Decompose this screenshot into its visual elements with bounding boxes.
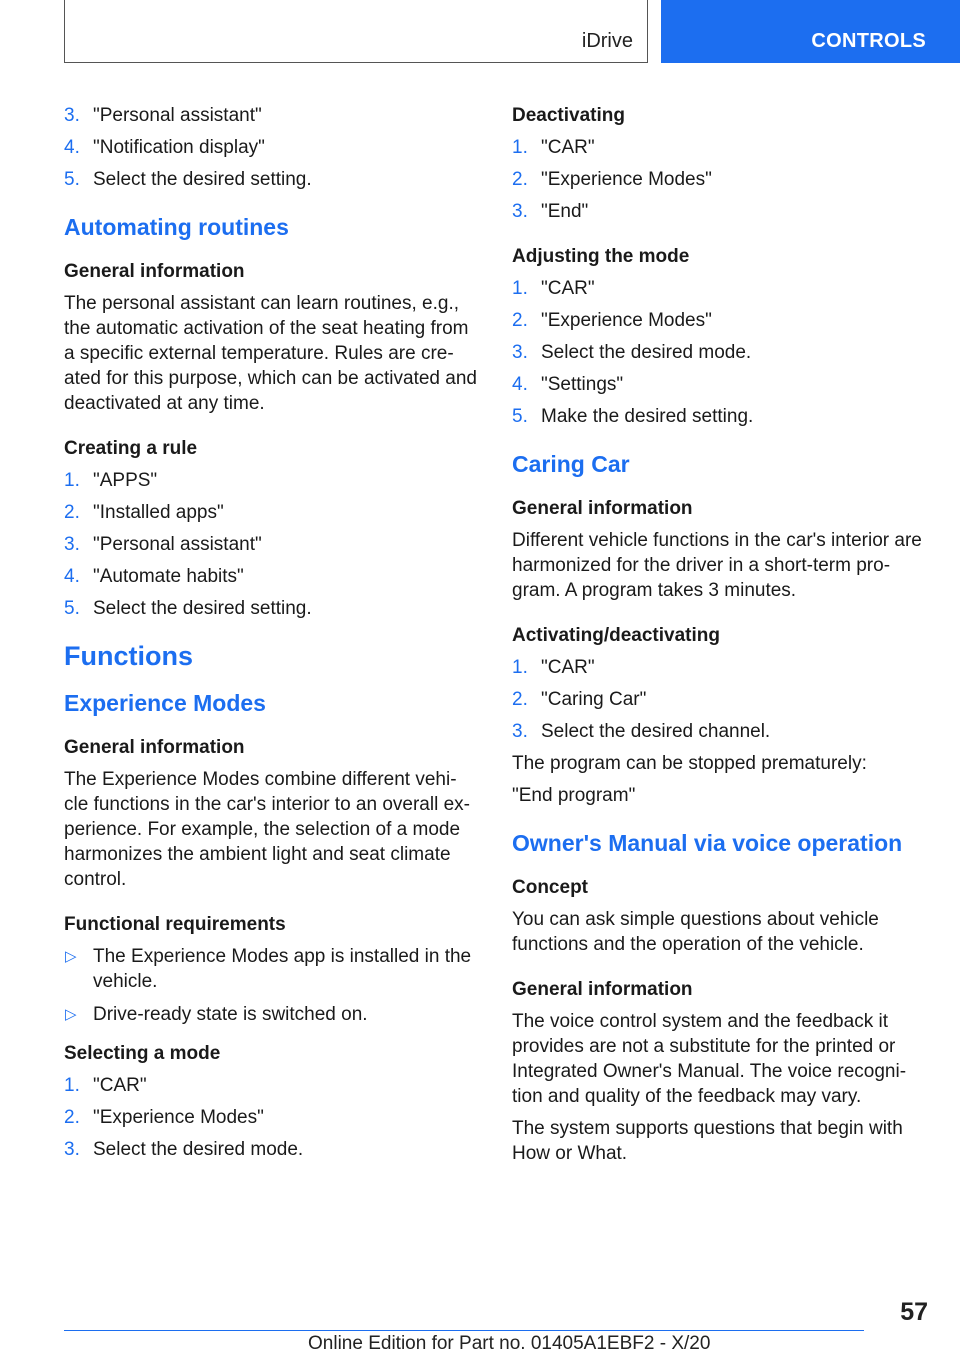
heading-owners-manual-voice: Owner's Manual via voice operation [512,830,903,856]
heading-experience-modes: Experience Modes [64,690,266,716]
list-item: 3. Select the desired channel. [512,721,771,742]
list-item: 5. Select the desired setting. [64,169,312,190]
list-item: 3. Select the desired mode. [512,342,752,363]
section-title: iDrive [581,30,633,52]
page-number: 57 [900,1298,928,1326]
list-item: 2. "Installed apps" [64,502,224,523]
subheading-ow-general: General information [512,979,693,1000]
list-item: 1. "CAR" [512,657,595,678]
list-selecting-mode [64,1073,482,1162]
left-column [64,103,482,1169]
list-deactivating [512,135,932,224]
list-item: 1. "CAR" [512,278,595,299]
list-item: 2. "Experience Modes" [512,310,712,331]
list-item: ▷ The Experience Modes app is installed in the vehicle. [65,946,472,992]
paragraph-ow-general: The voice control system and the feedback it provides are not a substitute for the printed or Integrated Owner's Manual. The voice recogni‐ tion and quality of the feedback may vary. [512,1011,907,1107]
paragraph-em-general: The Experience Modes combine different vehi‐ cle functions in the car's interior to an overall ex‐ perience. For example, the selection of a mode harmonizes the ambient light and seat climate control. [64,769,470,890]
list-item: 2. "Caring Car" [512,689,647,710]
chapter-tab [661,0,960,63]
heading-caring-car: Caring Car [512,451,630,477]
triangle-bullet-icon: ▷ [65,948,77,965]
subheading-creating-rule: Creating a rule [64,438,198,459]
paragraph-end-program: "End program" [512,785,636,806]
list-item: 5. Make the desired setting. [512,406,754,427]
list-adjusting-mode [512,276,932,429]
heading-automating-routines: Automating routines [64,214,289,240]
subheading-deactivating: Deactivating [512,105,625,126]
paragraph-stop-program: The program can be stopped prematurely: [512,753,867,774]
subheading-em-general: General information [64,737,245,758]
subheading-adjusting-mode: Adjusting the mode [512,246,690,267]
footer-divider [64,1330,864,1331]
subheading-activating-deactivating: Activating/deactivating [512,625,720,646]
paragraph-concept: You can ask simple questions about vehicle functions and the operation of the vehicle. [512,909,879,955]
list-top [64,103,482,192]
list-item: 4. "Settings" [512,374,624,395]
header-section-box [64,0,648,63]
paragraph-general-information: The personal assistant can learn routines, e.g., the automatic activation of the seat heating from a specific external temperature. Rules are cre‐ ated for this purpose, which can be activated and deactivated at any time. [64,293,477,414]
list-item: 1. "APPS" [64,470,158,491]
list-item: 5. Select the desired setting. [64,598,312,619]
list-item: 3. "Personal assistant" [64,534,262,555]
list-item: 3. "End" [512,201,589,222]
list-item: 3. "Personal assistant" [64,105,262,126]
list-creating-rule [64,468,482,621]
footer-edition-text: Online Edition for Part no. 01405A1EBF2 - X/20 [308,1333,711,1354]
subheading-caring-general: General information [512,498,693,519]
list-functional-requirements [64,944,482,1027]
subheading-concept: Concept [512,877,588,898]
paragraph-caring-general: Different vehicle functions in the car's interior are harmonized for the driver in a short-term pro‐ gram. A program takes 3 minutes. [512,530,922,601]
heading-functions: Functions [64,641,193,671]
list-item: 1. "CAR" [512,137,595,158]
list-activating [512,655,932,744]
list-item: 4. "Automate habits" [64,566,244,587]
chapter-tab-label: CONTROLS [811,30,926,52]
triangle-bullet-icon: ▷ [65,1006,77,1023]
list-item: 4. "Notification display" [64,137,265,158]
subheading-functional-requirements: Functional requirements [64,914,286,935]
paragraph-supports: The system supports questions that begin with How or What. [512,1118,903,1164]
list-item: 2. "Experience Modes" [512,169,712,190]
subheading-selecting-mode: Selecting a mode [64,1043,221,1064]
list-item: 1. "CAR" [64,1075,147,1096]
list-item: 2. "Experience Modes" [64,1107,264,1128]
list-item: ▷ Drive-ready state is switched on. [65,1004,368,1025]
subheading-general-information: General information [64,261,245,282]
list-item: 3. Select the desired mode. [64,1139,304,1160]
right-column [512,103,932,1173]
